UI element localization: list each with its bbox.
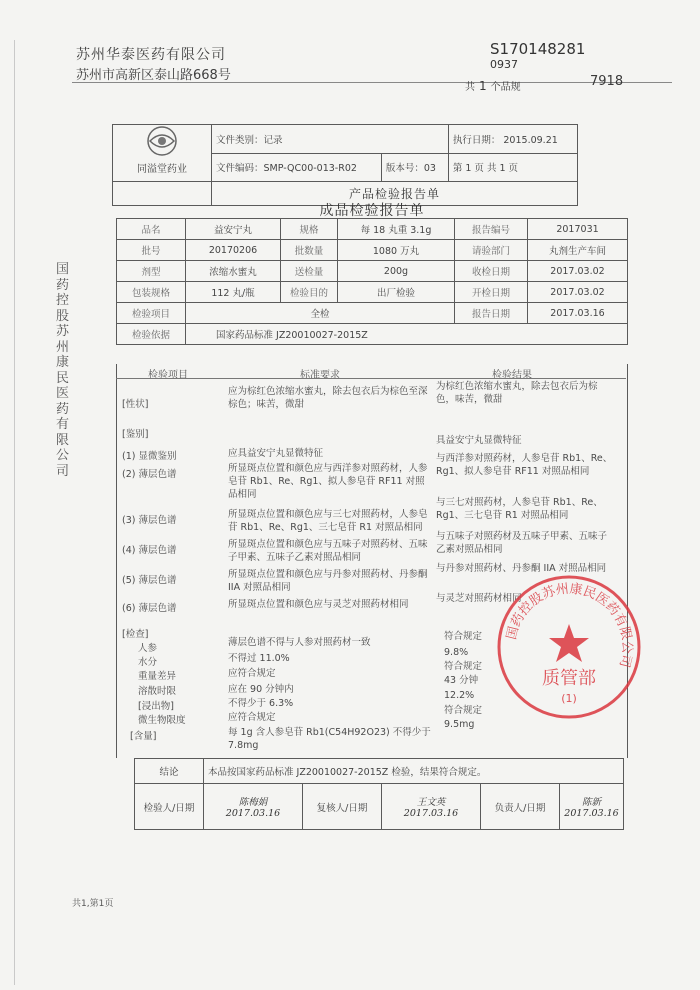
col-item: 检验项目 — [148, 370, 188, 381]
checker-name: 王文英 — [416, 797, 446, 808]
doc-control-header — [112, 124, 578, 206]
header-rule — [72, 82, 672, 83]
spec: 每 18 丸重 3.1g — [338, 219, 455, 240]
jianbie-1-result: 具益安宁丸显微特征 — [436, 435, 522, 446]
jiancha-6-result: 符合规定 — [444, 705, 483, 716]
jianbie-3-standard: 所显斑点位置和颜色应与三七对照药材，人参皂苷 Rb1、Re、Rg1、三七皂苷 R1 对照品相同 — [228, 509, 428, 533]
doc-code: SMP-QC00-013-R02 — [263, 163, 357, 175]
star-icon — [549, 624, 589, 662]
jianbie-3-result: 与三七对照药材，人参皂苷 Rb1、Re、Rg1、三七皂苷 R1 对照品相同 — [436, 497, 603, 521]
batch: 20170206 — [186, 240, 281, 261]
jiancha-4-standard: 应在 90 分钟内 — [228, 684, 294, 695]
recv-date: 2017.03.02 — [528, 261, 628, 282]
jianbie-1-standard: 应具益安宁丸显微特征 — [228, 448, 324, 459]
purpose: 出厂检验 — [338, 282, 455, 303]
jiancha-1-result: 符合规定 — [444, 631, 483, 642]
inspector-label: 检验人/日期 — [135, 784, 204, 830]
form-title: 产品检验报告单 — [212, 182, 578, 206]
form-label: 剂型 — [117, 261, 186, 282]
exec-date-cell — [448, 125, 577, 154]
name: 益安宁丸 — [186, 219, 281, 240]
exec-date: 2015.09.21 — [503, 134, 558, 146]
product-info-table — [116, 218, 628, 345]
doc-code-label: 文件编码： — [216, 163, 264, 175]
batch-label: 批号 — [117, 240, 186, 261]
start-date-label: 开检日期 — [455, 282, 528, 303]
jiancha-7-result: 9.5mg — [444, 719, 475, 730]
jianbie-4-standard: 所显斑点位置和颜色应与五味子对照药材、五味子甲素、五味子乙素对照品相同 — [228, 539, 428, 563]
pack: 112 丸/瓶 — [186, 282, 281, 303]
count-unit: 个品规 — [490, 82, 521, 93]
xingzhuang-standard: 应为棕红色浓缩水蜜丸，除去包衣后为棕色至深棕色；味苦，微甜 — [228, 386, 428, 410]
jiancha-5-label: [浸出物] — [138, 701, 174, 712]
jiancha-3-result: 符合规定 — [444, 661, 483, 672]
jianbie-5-standard: 所显斑点位置和颜色应与丹参对照药材、丹参酮 IIA 对照品相同 — [228, 569, 428, 593]
product-count — [465, 78, 521, 93]
jiancha-3-label: 重量差异 — [138, 671, 177, 682]
jiancha-6-label: 微生物限度 — [138, 715, 186, 726]
side-stamp-text: 国药控股苏州康民医药有限公司 — [56, 262, 70, 479]
jianbie-6-standard: 所显斑点位置和颜色应与灵芝对照药材相同 — [228, 599, 409, 610]
stamp-ring-text: 国药控股苏州康民医药有限公司 — [504, 581, 635, 669]
inspector-name: 陈梅娟 — [238, 797, 268, 808]
page-info: 第 1 页 共 1 页 — [452, 163, 519, 175]
version-label: 版本号： — [385, 163, 424, 175]
report-date: 2017.03.16 — [528, 303, 628, 324]
company-name: 苏州华泰医药有限公司 — [76, 47, 226, 63]
conclusion-text: 本品按国家药品标准 JZ20010027-2015Z 检验，结果符合规定。 — [204, 759, 624, 784]
serial-number: S170148281 — [490, 40, 586, 58]
manager-name: 陈新 — [581, 797, 601, 808]
dept: 丸剂生产车间 — [528, 240, 628, 261]
batch-qty: 1080 万丸 — [338, 240, 455, 261]
jiancha-6-standard: 应符合规定 — [228, 712, 276, 723]
jiancha-7-label: [含量] — [130, 731, 157, 742]
checker-signature — [382, 784, 481, 830]
company-address: 苏州市高新区泰山路668号 — [76, 68, 231, 83]
purpose-label: 检验目的 — [281, 282, 338, 303]
jianbie-3-label: (3) 薄层色谱 — [122, 515, 177, 526]
jiancha-1-standard: 薄层色谱不得与人参对照药材一致 — [228, 637, 371, 648]
count-num: 1 — [479, 79, 487, 93]
count-label: 共 — [465, 82, 475, 93]
recv-date-label: 收检日期 — [455, 261, 528, 282]
items-label: 检验项目 — [117, 303, 186, 324]
manager-label: 负责人/日期 — [481, 784, 560, 830]
items: 全检 — [186, 303, 455, 324]
manager-signature — [560, 784, 624, 830]
manager-date: 2017.03.16 — [564, 808, 619, 819]
jianbie-1-label: (1) 显微鉴别 — [122, 451, 177, 462]
version: 03 — [423, 163, 436, 175]
checker-date: 2017.03.16 — [403, 808, 459, 819]
jianbie-2-label: (2) 薄层色谱 — [122, 469, 177, 480]
jianbie-2-result: 与西洋参对照药材，人参皂苷 Rb1、Re、Rg1、拟人参皂苷 RF11 对照品相同 — [436, 453, 613, 477]
column-header-rule — [116, 378, 626, 379]
jiancha-7-standard: 每 1g 含人参皂苷 Rb1(C54H92O23) 不得少于 7.8mg — [228, 727, 431, 751]
quantity: 7918 — [590, 74, 624, 89]
dept-label: 请验部门 — [455, 240, 528, 261]
batch-qty-label: 批数量 — [281, 240, 338, 261]
stamp-center-text: 质管部 — [542, 668, 596, 689]
pack-label: 包装规格 — [117, 282, 186, 303]
checker-label: 复核人/日期 — [303, 784, 382, 830]
col-result: 检验结果 — [492, 370, 532, 381]
jianbie-label: [鉴别] — [122, 429, 149, 440]
logo-text: 同溢堂药业 — [137, 164, 187, 175]
jianbie-5-result: 与丹参对照药材、丹参酮 IIA 对照品相同 — [436, 563, 607, 574]
report-title: 成品检验报告单 — [319, 203, 425, 219]
stamp-number: (1) — [561, 692, 577, 705]
conclusion-label: 结论 — [135, 759, 204, 784]
report-no: 2017031 — [528, 219, 628, 240]
xingzhuang-label: [性状] — [122, 399, 149, 410]
jianbie-5-label: (5) 薄层色谱 — [122, 575, 177, 586]
logo-icon — [142, 125, 182, 157]
basis: 国家药品标准 JZ20010027-2015Z — [186, 324, 628, 345]
col-standard: 标准要求 — [300, 370, 340, 381]
jiancha-5-result: 12.2% — [444, 690, 475, 701]
jianbie-6-result: 与灵芝对照药材相同 — [436, 593, 522, 604]
report-no-label: 报告编号 — [455, 219, 528, 240]
jiancha-3-standard: 应符合规定 — [228, 668, 276, 679]
jiancha-1-label: 人参 — [138, 643, 158, 654]
page-info-cell — [448, 153, 577, 182]
jianbie-4-label: (4) 薄层色谱 — [122, 545, 177, 556]
jiancha-2-standard: 不得过 11.0% — [228, 653, 290, 664]
exec-date-label: 执行日期： — [452, 134, 501, 146]
jiancha-2-label: 水分 — [138, 657, 158, 668]
version-cell — [381, 153, 448, 182]
sample: 200g — [338, 261, 455, 282]
page-number: 共1,第1页 — [72, 899, 114, 909]
form: 浓缩水蜜丸 — [186, 261, 281, 282]
conclusion-signature-table — [134, 758, 624, 830]
basis-label: 检验依据 — [117, 324, 186, 345]
jiancha-label: [检查] — [122, 629, 149, 640]
doc-type: 记录 — [263, 134, 283, 146]
jiancha-4-result: 43 分钟 — [444, 675, 479, 686]
jiancha-5-standard: 不得少于 6.3% — [228, 698, 294, 709]
jianbie-4-result: 与五味子对照药材及五味子甲素、五味子乙素对照品相同 — [436, 531, 608, 555]
jiancha-2-result: 9.8% — [444, 647, 469, 658]
doc-type-label: 文件类别： — [216, 134, 264, 146]
doc-type-cell — [212, 125, 449, 154]
doc-code-cell — [212, 153, 382, 182]
qa-red-stamp — [494, 572, 644, 722]
spec-label: 规格 — [281, 219, 338, 240]
xingzhuang-result: 为棕红色浓缩水蜜丸，除去包衣后为棕色，味苦，微甜 — [436, 381, 598, 405]
inspector-signature — [204, 784, 303, 830]
company-logo — [113, 125, 212, 182]
report-date-label: 报告日期 — [455, 303, 528, 324]
name-label: 品名 — [117, 219, 186, 240]
jiancha-4-label: 溶散时限 — [138, 686, 177, 697]
jianbie-6-label: (6) 薄层色谱 — [122, 603, 177, 614]
serial-number-2: 0937 — [490, 58, 518, 71]
sample-label: 送检量 — [281, 261, 338, 282]
jianbie-2-standard: 所显斑点位置和颜色应与西洋参对照药材，人参皂苷 Rb1、Re、Rg1、拟人参皂苷 RF11 对照品相同 — [228, 463, 428, 500]
start-date: 2017.03.02 — [528, 282, 628, 303]
inspector-date: 2017.03.16 — [225, 808, 281, 819]
